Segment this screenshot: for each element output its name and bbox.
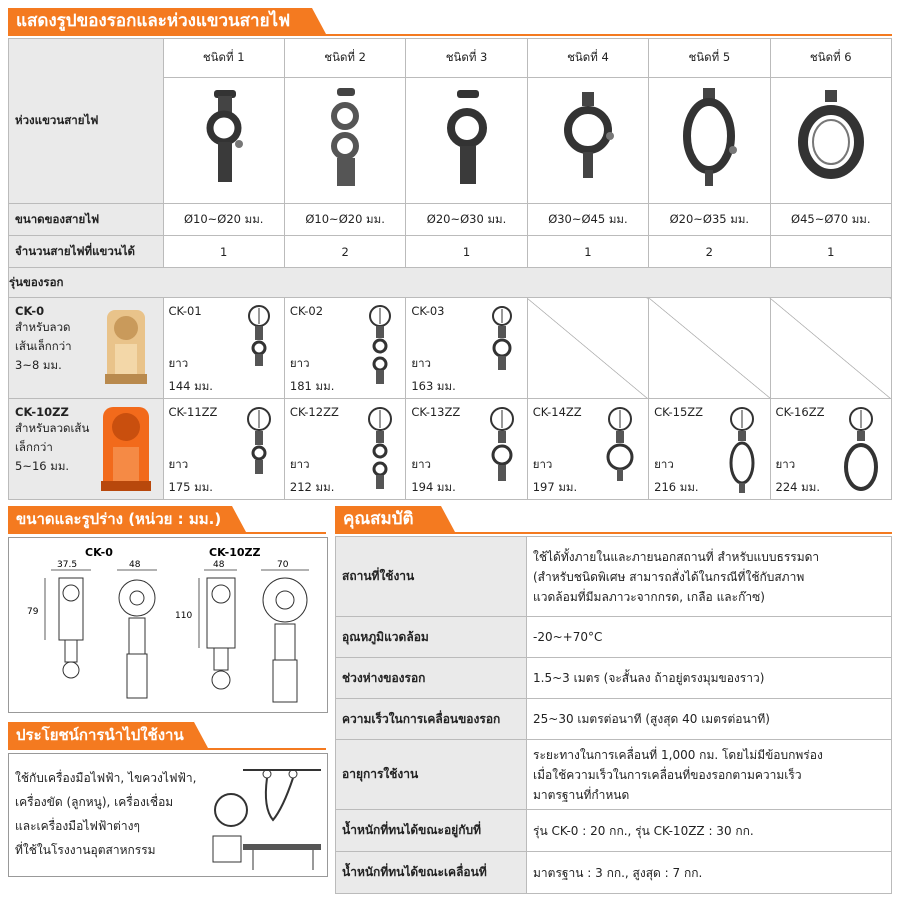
- hanger-image-2: [284, 78, 405, 204]
- model-len-label-ck02: ยาว: [289, 356, 310, 370]
- trolley-ck0-desc-3: 3~8 มม.: [15, 358, 62, 372]
- dim-ck10-width-side: 48: [213, 560, 225, 570]
- dimensions-banner: [8, 506, 326, 532]
- size-cell-2: Ø10~Ø20 มม.: [284, 204, 405, 236]
- model-code-ck11zz: CK-11ZZ: [168, 405, 218, 419]
- model-len-label-ck12zz: ยาว: [289, 457, 310, 471]
- row-label-size: ขนาดของสายไฟ: [9, 204, 164, 236]
- trolley-ck10zz-desc-2: เล็กกว่า: [15, 440, 53, 454]
- prop-value-location: [527, 537, 892, 617]
- count-cell-4: 1: [527, 236, 648, 268]
- model-drawing-ck14zz: [602, 405, 638, 485]
- model-length-ck02: 181 มม.: [289, 379, 335, 393]
- properties-banner: [335, 506, 892, 532]
- model-cell-ck12zz: [284, 399, 405, 500]
- prop-key-temperature: อุณหภูมิแวดล้อม: [336, 617, 527, 658]
- type-header-2: ชนิดที่ 2: [284, 39, 405, 78]
- trolley-ck0-desc-1: สำหรับลวด: [15, 320, 71, 334]
- main-section-banner: [8, 8, 892, 34]
- usage-line-1: ใช้กับเครื่องมือไฟฟ้า, ไขควงไฟฟ้า,: [15, 771, 197, 785]
- model-drawing-ck02: [365, 304, 395, 390]
- dimensions-drawing: [9, 538, 327, 712]
- dim-ck0-width-front: 48: [129, 560, 141, 570]
- model-cell-ck02: [284, 298, 405, 399]
- model-cell-ck14zz: [527, 399, 648, 500]
- model-length-ck14zz: 197 มม.: [532, 480, 578, 494]
- prop-value-lifetime: [527, 740, 892, 810]
- hanger-image-1: [163, 78, 284, 204]
- model-len-label-ck14zz: ยาว: [532, 457, 553, 471]
- row-label-count: จำนวนสายไฟที่แขวนได้: [9, 236, 164, 268]
- model-code-ck12zz: CK-12ZZ: [289, 405, 339, 419]
- dimensions-title: ขนาดและรูปร่าง (หน่วย : มม.): [16, 510, 222, 528]
- usage-line-3: และเครื่องมือไฟฟ้าต่างๆ: [15, 819, 140, 833]
- model-cell-ck03: [406, 298, 527, 399]
- dim-ck10-width-front: 70: [277, 560, 289, 570]
- properties-title: คุณสมบัติ: [343, 509, 414, 529]
- prop-value-static-load: รุ่น CK-0 : 20 กก., รุ่น CK-10ZZ : 30 กก.: [527, 810, 892, 852]
- type-header-3: ชนิดที่ 3: [406, 39, 527, 78]
- row-label-hanger: ห่วงแขวนสายไฟ: [9, 39, 164, 204]
- count-cell-3: 1: [406, 236, 527, 268]
- size-cell-1: Ø10~Ø20 มม.: [163, 204, 284, 236]
- prop-value-spacing: 1.5~3 เมตร (จะสั้นลง ถ้าอยู่ตรงมุมของราว): [527, 658, 892, 699]
- model-len-label-ck16zz: ยาว: [775, 457, 796, 471]
- usage-title: ประโยชน์การนำไปใช้งาน: [16, 726, 184, 744]
- dim-ck10-height: 110: [175, 611, 193, 621]
- prop-key-speed: ความเร็วในการเคลื่อนของรอก: [336, 699, 527, 740]
- model-length-ck03: 163 มม.: [411, 379, 456, 393]
- prop-lifetime-line-3: มาตรฐานที่กำหนด: [533, 787, 630, 802]
- model-length-ck01: 144 มม.: [168, 379, 213, 393]
- model-length-ck15zz: 216 มม.: [654, 480, 699, 494]
- drawing-label-ck10zz: CK-10ZZ: [209, 546, 261, 559]
- count-cell-1: 1: [163, 236, 284, 268]
- prop-value-speed: 25~30 เมตรต่อนาที (สูงสุด 40 เมตรต่อนาที): [527, 699, 892, 740]
- type-header-5: ชนิดที่ 5: [649, 39, 770, 78]
- dim-ck0-width-side: 37.5: [57, 560, 78, 570]
- size-cell-5: Ø20~Ø35 มม.: [649, 204, 770, 236]
- model-len-label-ck01: ยาว: [168, 356, 189, 370]
- model-code-ck01: CK-01: [168, 304, 202, 318]
- type-header-4: ชนิดที่ 4: [527, 39, 648, 78]
- model-len-label-ck11zz: ยาว: [168, 457, 189, 471]
- dim-ck0-height: 79: [27, 607, 39, 617]
- trolley-ck0-name: CK-0: [15, 304, 45, 318]
- count-cell-5: 2: [649, 236, 770, 268]
- model-code-ck15zz: CK-15ZZ: [654, 405, 704, 419]
- usage-banner: [8, 722, 326, 748]
- model-drawing-ck11zz: [244, 405, 274, 481]
- type-header-1: ชนิดที่ 1: [163, 39, 284, 78]
- model-length-ck12zz: 212 มม.: [289, 480, 335, 494]
- prop-location-line-3: แวดล้อมที่มีมลภาวะจากกรด, เกลือ และก๊าซ): [533, 589, 765, 604]
- trolley-ck10zz-image: [97, 403, 155, 495]
- prop-lifetime-line-2: เมื่อใช้ความเร็วในการเคลื่อนที่ของรอกตามความเร็ว: [533, 767, 802, 782]
- hanger-image-5: [649, 78, 770, 204]
- model-code-ck16zz: CK-16ZZ: [775, 405, 825, 419]
- trolley-ck10zz-desc-3: 5~16 มม.: [15, 459, 70, 473]
- dimensions-drawing-box: [8, 537, 328, 713]
- model-cell-ck15zz: [649, 399, 770, 500]
- prop-key-spacing: ช่วงห่างของรอก: [336, 658, 527, 699]
- model-length-ck11zz: 175 มม.: [168, 480, 213, 494]
- trolley-ck10zz-name: CK-10ZZ: [15, 405, 69, 419]
- empty-cell-ck0-5: [649, 298, 770, 399]
- size-cell-4: Ø30~Ø45 มม.: [527, 204, 648, 236]
- main-section-title: แสดงรูปของรอกและห่วงแขวนสายไฟ: [16, 11, 291, 31]
- model-length-ck16zz: 224 มม.: [775, 480, 820, 494]
- model-code-ck03: CK-03: [411, 304, 445, 318]
- prop-key-static-load: น้ำหนักที่ทนได้ขณะอยู่กับที่: [336, 810, 527, 852]
- usage-line-2: เครื่องขัด (ลูกหนู), เครื่องเชื่อม: [15, 795, 174, 809]
- row-label-models: รุ่นของรอก: [9, 268, 892, 298]
- prop-key-lifetime: อายุการใช้งาน: [336, 740, 527, 810]
- model-drawing-ck13zz: [487, 405, 517, 487]
- trolley-ck0-desc-2: เส้นเล็กกว่า: [15, 339, 72, 353]
- hanger-table: [8, 38, 892, 500]
- type-header-6: ชนิดที่ 6: [770, 39, 891, 78]
- model-drawing-ck01: [244, 304, 274, 370]
- prop-location-line-2: (สำหรับชนิดพิเศษ สามารถสั่งได้ในกรณีที่ใช้กับสภาพ: [533, 569, 805, 584]
- model-len-label-ck03: ยาว: [411, 356, 431, 370]
- size-cell-6: Ø45~Ø70 มม.: [770, 204, 891, 236]
- model-code-ck02: CK-02: [289, 304, 324, 318]
- model-cell-ck13zz: [406, 399, 527, 500]
- properties-table: [335, 536, 892, 894]
- model-cell-ck16zz: [770, 399, 891, 500]
- size-cell-3: Ø20~Ø30 มม.: [406, 204, 527, 236]
- model-drawing-ck15zz: [724, 405, 760, 495]
- prop-location-line-1: ใช้ได้ทั้งภายในและภายนอกสถานที่ สำหรับแบบธรรมดา: [533, 549, 820, 564]
- empty-cell-ck0-4: [527, 298, 648, 399]
- hanger-image-4: [527, 78, 648, 204]
- model-drawing-ck12zz: [365, 405, 395, 493]
- model-len-label-ck15zz: ยาว: [654, 457, 674, 471]
- trolley-ck0-cell: [9, 298, 164, 399]
- usage-illustration: [203, 758, 323, 872]
- prop-key-moving-load: น้ำหนักที่ทนได้ขณะเคลื่อนที่: [336, 852, 527, 894]
- prop-key-location: สถานที่ใช้งาน: [336, 537, 527, 617]
- model-length-ck13zz: 194 มม.: [411, 480, 456, 494]
- trolley-ck10zz-cell: [9, 399, 164, 500]
- trolley-ck0-image: [101, 306, 151, 388]
- trolley-ck10zz-desc-1: สำหรับลวดเส้น: [15, 421, 90, 435]
- count-cell-2: 2: [284, 236, 405, 268]
- model-drawing-ck03: [487, 304, 517, 378]
- model-code-ck14zz: CK-14ZZ: [532, 405, 582, 419]
- prop-value-moving-load: มาตรฐาน : 3 กก., สูงสุด : 7 กก.: [527, 852, 892, 894]
- usage-box: [8, 753, 328, 877]
- hanger-image-6: [770, 78, 891, 204]
- model-cell-ck01: [163, 298, 284, 399]
- count-cell-6: 1: [770, 236, 891, 268]
- model-cell-ck11zz: [163, 399, 284, 500]
- model-len-label-ck13zz: ยาว: [411, 457, 431, 471]
- drawing-label-ck0: CK-0: [85, 546, 113, 559]
- prop-lifetime-line-1: ระยะทางในการเคลื่อนที่ 1,000 กม. โดยไม่มีข้อบกพร่อง: [533, 747, 823, 762]
- model-code-ck13zz: CK-13ZZ: [411, 405, 461, 419]
- hanger-image-3: [406, 78, 527, 204]
- prop-value-temperature: -20~+70°C: [527, 617, 892, 658]
- usage-line-4: ที่ใช้ในโรงงานอุตสาหกรรม: [15, 843, 156, 857]
- empty-cell-ck0-6: [770, 298, 891, 399]
- model-drawing-ck16zz: [841, 405, 881, 495]
